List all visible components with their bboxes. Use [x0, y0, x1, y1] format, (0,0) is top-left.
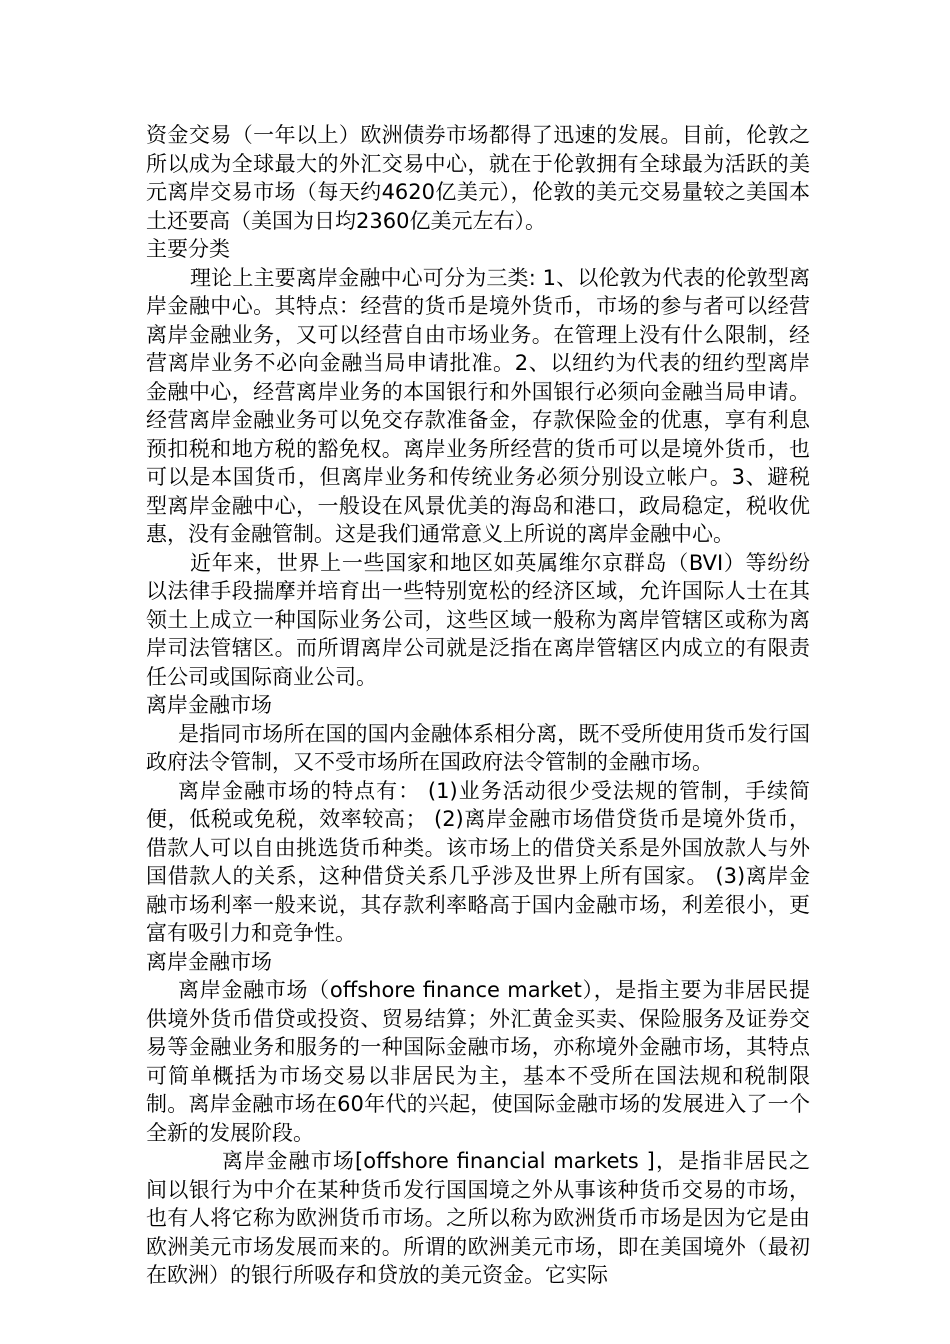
- document-page: [146, 121, 810, 1290]
- paragraph-recent-years: 近年来，世界上一些国家和地区如英属维尔京群岛（BVI）等纷纷以法律手段揣摩并培育出一些特别宽松的经济区域，允许国际人士在其领土上成立一种国际业务公司，这些区域一般称为离岸管辖区或称为离岸司法管辖区。而所谓离岸公司就是泛指在离岸管辖区内成立的有限责任公司或国际商业公司。: [146, 550, 810, 689]
- paragraph-offshore-finance-market: 离岸金融市场（offshore finance market），是指主要为非居民提供境外货币借贷或投资、贸易结算；外汇黄金买卖、保险服务及证券交易等金融业务和服务的一种国际金融市场，亦称境外金融市场，其特点可简单概括为市场交易以非居民为主，基本不受所在国法规和税制限制。离岸金融市场在60年代的兴起，使国际金融市场的发展进入了一个全新的发展阶段。: [146, 978, 810, 1145]
- paragraph-market-definition: 是指同市场所在国的国内金融体系相分离，既不受所使用货币发行国政府法令管制，又不受市场所在国政府法令管制的金融市场。: [146, 721, 810, 774]
- heading-offshore-market-1: 离岸金融市场: [146, 693, 272, 717]
- paragraph-offshore-financial-markets: 离岸金融市场[offshore financial markets ]，是指非居民之间以银行为中介在某种货币发行国国境之外从事该种货币交易的市场，也有人将它称为欧洲货币市场。之所以称为欧洲货币市场是因为它是由欧洲美元市场发展而来的。所谓的欧洲美元市场，即在美国境外（最初在欧洲）的银行所吸存和贷放的美元资金。它实际: [146, 1149, 810, 1287]
- paragraph-intro: 资金交易（一年以上）欧洲债券市场都得了迅速的发展。目前，伦敦之所以成为全球最大的外汇交易中心，就在于伦敦拥有全球最为活跃的美元离岸交易市场（每天约4620亿美元），伦敦的美元交易量较之美国本土还要高（美国为日均2360亿美元左右）。: [146, 123, 810, 233]
- heading-classification: 主要分类: [146, 237, 230, 261]
- heading-offshore-market-2: 离岸金融市场: [146, 949, 272, 974]
- paragraph-market-features: 离岸金融市场的特点有： (1)业务活动很少受法规的管制，手续简便，低税或免税，效率较高； (2)离岸金融市场借贷货币是境外货币，借款人可以自由挑选货币种类。该市场上的借贷关系是外国放款人与外国借款人的关系，这种借贷关系几乎涉及世界上所有国家。 (3)离岸金融市场利率一般来说，其存款利率略高于国内金融市场，利差很小，更富有吸引力和竞争性。: [146, 778, 810, 945]
- paragraph-classification: 理论上主要离岸金融中心可分为三类: 1、以伦敦为代表的伦敦型离岸金融中心。其特点：经营的货币是境外货币，市场的参与者可以经营离岸金融业务，又可以经营自由市场业务。在管理上没有什么限制，经营离岸业务不必向金融当局申请批准。2、以纽约为代表的纽约型离岸金融中心，经营离岸业务的本国银行和外国银行必须向金融当局申请。经营离岸金融业务可以免交存款准备金，存款保险金的优惠，享有利息预扣税和地方税的豁免权。离岸业务所经营的货币可以是境外货币，也可以是本国货币，但离岸业务和传统业务必须分别设立帐户。3、避税型离岸金融中心，一般设在风景优美的海岛和港口，政局稳定，税收优惠，没有金融管制。这是我们通常意义上所说的离岸金融中心。: [146, 265, 810, 546]
